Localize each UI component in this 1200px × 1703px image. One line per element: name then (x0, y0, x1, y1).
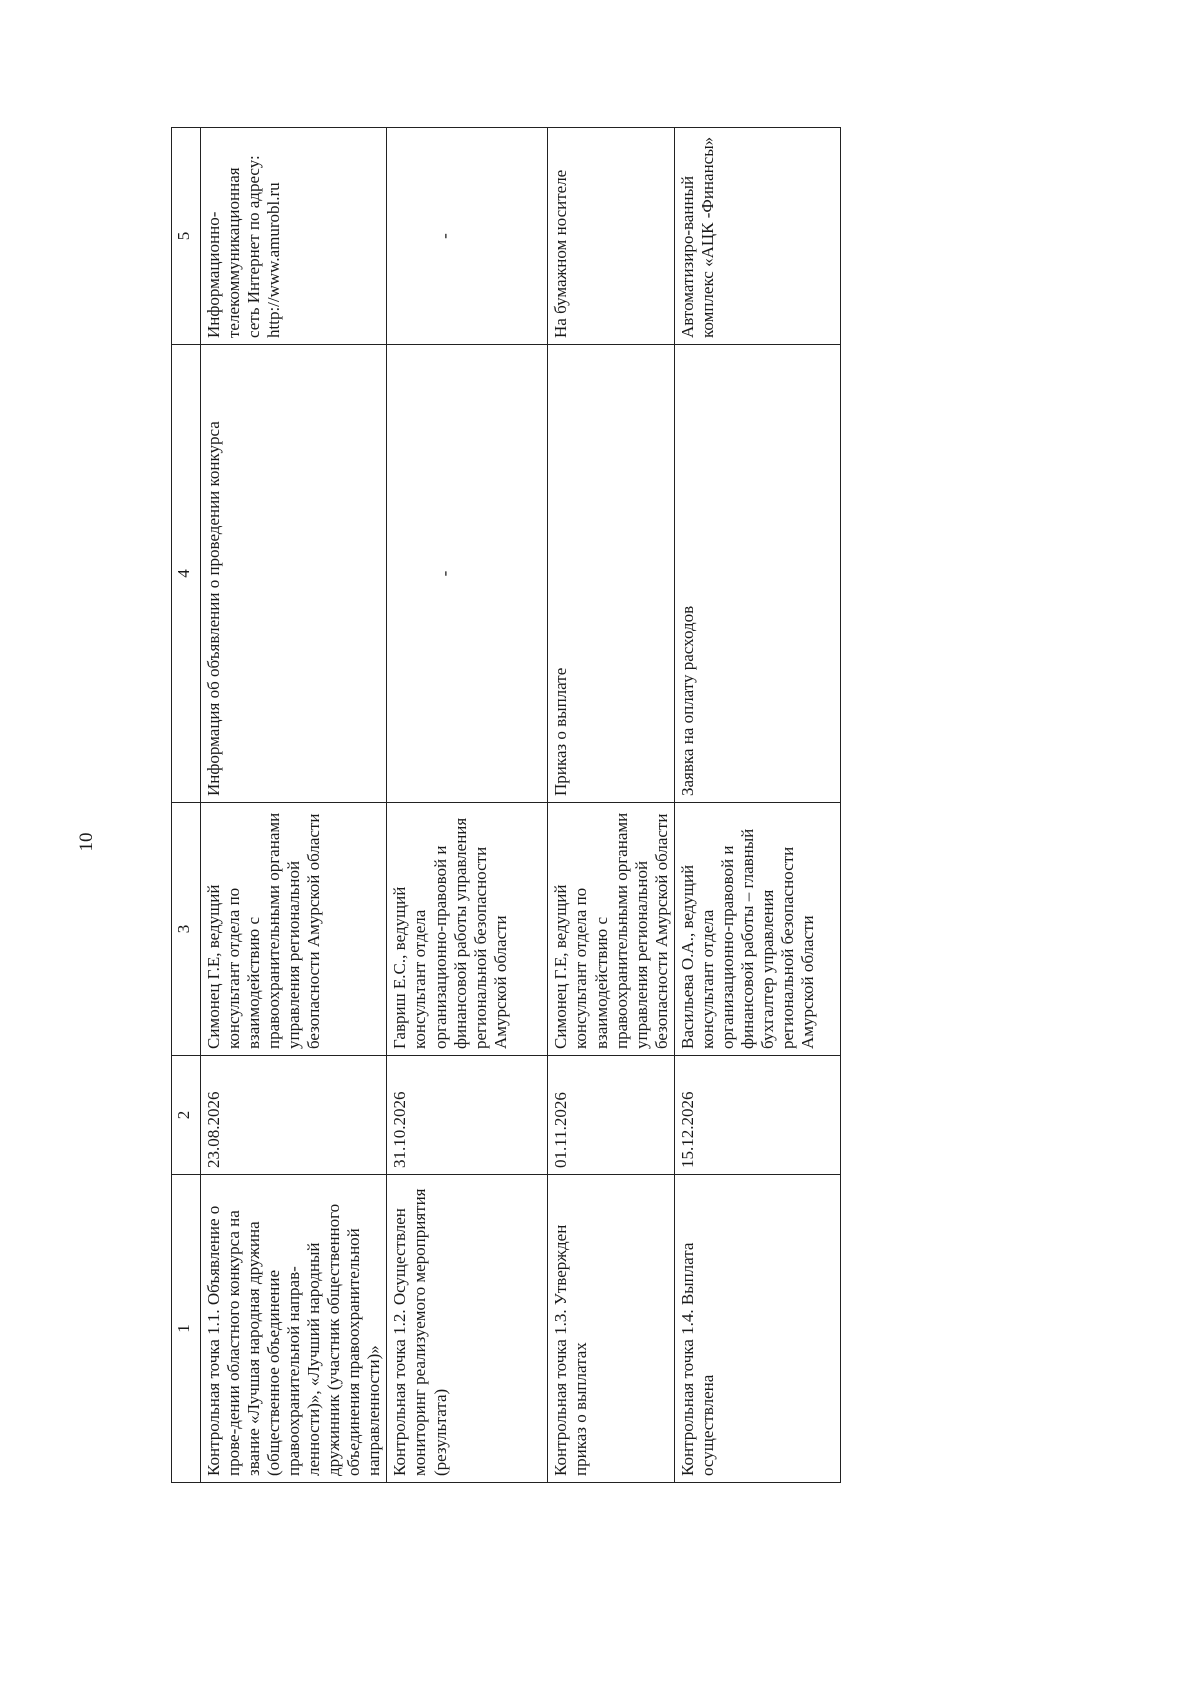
control-points-table-wrapper (171, 128, 817, 1483)
responsible-cell: Симонец Г.Е, ведущий консультант отдела по взаимодействию с правоохранительными органами управления региональной безопасности Амурской области (201, 803, 387, 1056)
document-cell: - (387, 345, 548, 803)
date-cell: 23.08.2026 (201, 1056, 387, 1175)
system-cell: - (387, 128, 548, 345)
system-cell: Автоматизиро-ванный комплекс «АЦК -Финансы» (674, 128, 840, 345)
column-header: 5 (172, 128, 201, 345)
responsible-cell: Васильева О.А., ведущий консультант отдела организационно-правовой и финансовой работы – главный бухгалтер управления региональной безопасности Амурской области (674, 803, 840, 1056)
control-point-cell: Контрольная точка 1.1. Объявление о прове-дении областного конкурса на звание «Лучшая народная дружина (общественное объединение правоохранительной направ-ленности)», «Лучший народный дружинник (участник общественного объединения правоохранительной направленности)» (201, 1175, 387, 1483)
system-cell: Информационно-телекоммуникационная сеть Интернет по адресу: http://www.amurobl.ru (201, 128, 387, 345)
date-cell: 01.11.2026 (548, 1056, 674, 1175)
column-header: 4 (172, 345, 201, 803)
table-row (674, 128, 840, 1483)
control-point-cell: Контрольная точка 1.3. Утвержден приказ о выплатах (548, 1175, 674, 1483)
date-cell: 31.10.2026 (387, 1056, 548, 1175)
column-header: 1 (172, 1175, 201, 1483)
table-row (548, 128, 674, 1483)
control-points-table (171, 127, 841, 1483)
table-header-row (172, 128, 201, 1483)
document-cell: Заявка на оплату расходов (674, 345, 840, 803)
control-point-cell: Контрольная точка 1.4. Выплата осуществлена (674, 1175, 840, 1483)
column-header: 2 (172, 1056, 201, 1175)
column-header: 3 (172, 803, 201, 1056)
control-point-cell: Контрольная точка 1.2. Осуществлен мониторинг реализуемого мероприятия (результата) (387, 1175, 548, 1483)
document-cell: Информация об объявлении о проведении конкурса (201, 345, 387, 803)
system-cell: На бумажном носителе (548, 128, 674, 345)
table-row (387, 128, 548, 1483)
date-cell: 15.12.2026 (674, 1056, 840, 1175)
table-row (201, 128, 387, 1483)
responsible-cell: Симонец Г.Е, ведущий консультант отдела по взаимодействию с правоохранительными органами управления региональной безопасности Амурской области (548, 803, 674, 1056)
responsible-cell: Гавриш Е.С., ведущий консультант отдела организационно-правовой и финансовой работы управления региональной безопасности Амурской области (387, 803, 548, 1056)
page-number: 10 (76, 832, 97, 852)
document-cell: Приказ о выплате (548, 345, 674, 803)
